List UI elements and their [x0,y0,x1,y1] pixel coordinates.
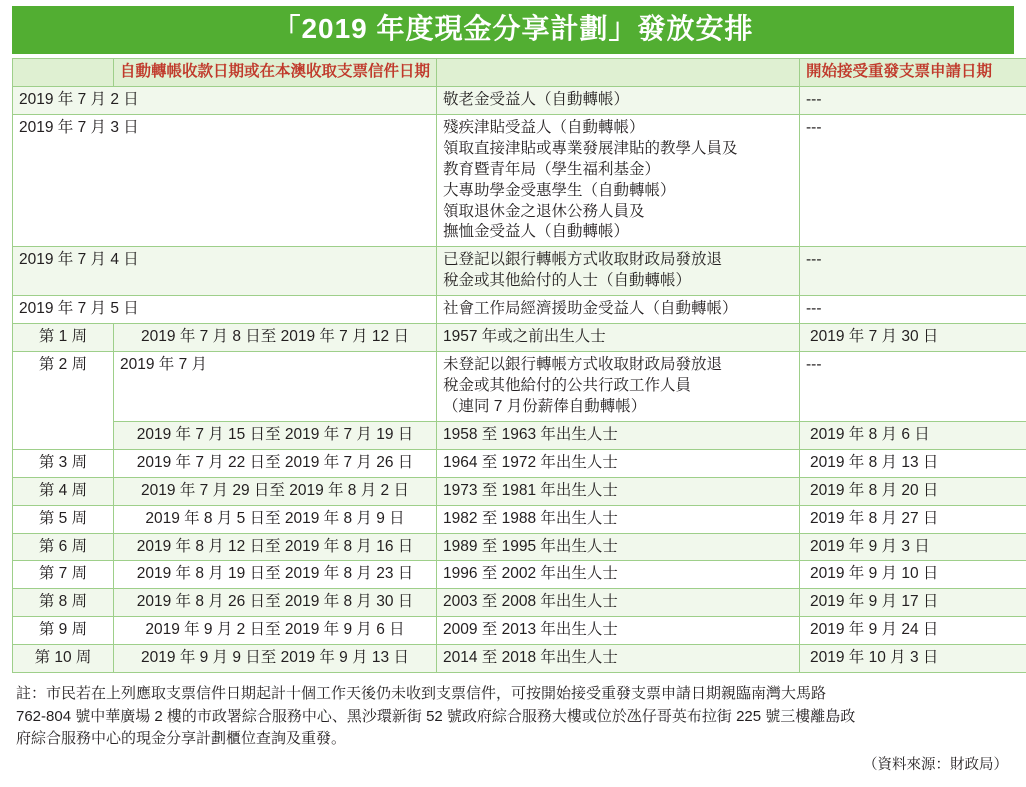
cell-week: 第 6 周 [13,533,114,561]
table-row [13,296,1026,324]
cell-desc: 2014 至 2018 年出生人士 [437,645,800,673]
cell-desc [437,114,800,247]
cell-desc [437,352,800,422]
source-label: （資料來源：財政局） [863,756,1008,773]
cell-date: 2019 年 7 月 22 日至 2019 年 7 月 26 日 [114,449,437,477]
column-header-week [13,59,114,87]
desc-line: 殘疾津貼受益人（自動轉帳） [443,118,645,136]
table-row [13,86,1026,114]
table-row [13,589,1026,617]
footnote-line: 762-804 號中華廣場 2 樓的市政署綜合服務中心、黑沙環新街 52 號政府綜合服務大樓或位於氹仔哥英布拉街 225 號三樓離島政 [16,707,856,725]
page-title: 「2019 年度現金分享計劃」發放安排 [12,6,1014,54]
table-row [13,352,1026,422]
cell-date: 2019 年 7 月 5 日 [13,296,437,324]
cell-date: 2019 年 7 月 3 日 [13,114,437,247]
cell-date: 2019 年 8 月 26 日至 2019 年 8 月 30 日 [114,589,437,617]
cell-week: 第 8 周 [13,589,114,617]
cell-reissue: 2019 年 9 月 17 日 [800,589,1026,617]
desc-line: 大專助學金受惠學生（自動轉帳） [443,181,676,199]
column-header-desc [437,59,800,87]
cell-reissue: 2019 年 9 月 24 日 [800,617,1026,645]
cell-reissue: 2019 年 8 月 20 日 [800,477,1026,505]
column-header-date: 自動轉帳收款日期或在本澳收取支票信件日期 [114,59,437,87]
cell-reissue: --- [800,296,1026,324]
cell-week: 第 1 周 [13,324,114,352]
cell-date: 2019 年 8 月 19 日至 2019 年 8 月 23 日 [114,561,437,589]
table-row [13,324,1026,352]
cell-date: 2019 年 9 月 2 日至 2019 年 9 月 6 日 [114,617,437,645]
cell-reissue: 2019 年 7 月 30 日 [800,324,1026,352]
desc-line: 撫恤金受益人（自動轉帳） [443,223,630,241]
cell-week: 第 9 周 [13,617,114,645]
footnote [12,679,1014,751]
cell-date: 2019 年 9 月 9 日至 2019 年 9 月 13 日 [114,645,437,673]
cell-date: 2019 年 7 月 4 日 [13,247,437,296]
cell-reissue: 2019 年 8 月 6 日 [800,421,1026,449]
cell-desc: 1989 至 1995 年出生人士 [437,533,800,561]
cell-reissue: --- [800,247,1026,296]
table-row [13,645,1026,673]
table-row [13,561,1026,589]
cell-desc: 1964 至 1972 年出生人士 [437,449,800,477]
cell-reissue: 2019 年 9 月 10 日 [800,561,1026,589]
cell-date: 2019 年 7 月 29 日至 2019 年 8 月 2 日 [114,477,437,505]
desc-line: 稅金或其他給付的人士（自動轉帳） [443,272,692,290]
desc-line: （連同 7 月份薪俸自動轉帳） [443,397,647,415]
cell-date: 2019 年 8 月 5 日至 2019 年 8 月 9 日 [114,505,437,533]
desc-line: 稅金或其他給付的公共行政工作人員 [443,376,692,394]
cell-week: 第 3 周 [13,449,114,477]
desc-line: 未登記以銀行轉帳方式收取財政局發放退 [443,356,723,374]
cell-reissue: 2019 年 8 月 13 日 [800,449,1026,477]
cell-desc: 1973 至 1981 年出生人士 [437,477,800,505]
table-row [13,477,1026,505]
cell-date: 2019 年 7 月 8 日至 2019 年 7 月 12 日 [114,324,437,352]
schedule-table [12,58,1026,673]
table-body [13,86,1026,672]
desc-line: 領取退休金之退休公務人員及 [443,202,645,220]
desc-line: 已登記以銀行轉帳方式收取財政局發放退 [443,251,723,269]
cell-reissue: --- [800,352,1026,422]
cell-week: 第 10 周 [13,645,114,673]
cell-date: 2019 年 7 月 [114,352,437,422]
table-row [13,449,1026,477]
cell-reissue: 2019 年 8 月 27 日 [800,505,1026,533]
cell-desc [437,247,800,296]
cell-reissue: --- [800,86,1026,114]
cell-week: 第 5 周 [13,505,114,533]
table-head [13,59,1026,87]
table-header-row [13,59,1026,87]
cell-desc: 1982 至 1988 年出生人士 [437,505,800,533]
cell-desc: 敬老金受益人（自動轉帳） [437,86,800,114]
table-row [13,421,1026,449]
cell-reissue: 2019 年 10 月 3 日 [800,645,1026,673]
footnote-line: 府綜合服務中心的現金分享計劃櫃位查詢及重發。 [16,730,347,748]
footnote-line: 註：市民若在上列應取支票信件日期起計十個工作天後仍未收到支票信件，可按開始接受重發支票申請日期親臨南灣大馬路 [16,685,827,703]
cell-week: 第 7 周 [13,561,114,589]
cell-date: 2019 年 7 月 15 日至 2019 年 7 月 19 日 [114,421,437,449]
table-row [13,247,1026,296]
table-row [13,533,1026,561]
column-header-reissue: 開始接受重發支票申請日期 [800,59,1026,87]
cell-reissue: --- [800,114,1026,247]
cell-desc: 1996 至 2002 年出生人士 [437,561,800,589]
table-row [13,617,1026,645]
cell-week: 第 4 周 [13,477,114,505]
cell-week: 第 2 周 [13,352,114,450]
desc-line: 領取直接津貼或專業發展津貼的教學人員及 [443,139,738,157]
cell-desc: 2009 至 2013 年出生人士 [437,617,800,645]
cell-desc: 1958 至 1963 年出生人士 [437,421,800,449]
desc-line: 教育暨青年局（學生福利基金） [443,160,661,178]
table-row [13,505,1026,533]
cell-desc: 2003 至 2008 年出生人士 [437,589,800,617]
table-row [13,114,1026,247]
cell-reissue: 2019 年 9 月 3 日 [800,533,1026,561]
cell-desc: 1957 年或之前出生人士 [437,324,800,352]
cell-date: 2019 年 7 月 2 日 [13,86,437,114]
cell-desc: 社會工作局經濟援助金受益人（自動轉帳） [437,296,800,324]
cell-date: 2019 年 8 月 12 日至 2019 年 8 月 16 日 [114,533,437,561]
